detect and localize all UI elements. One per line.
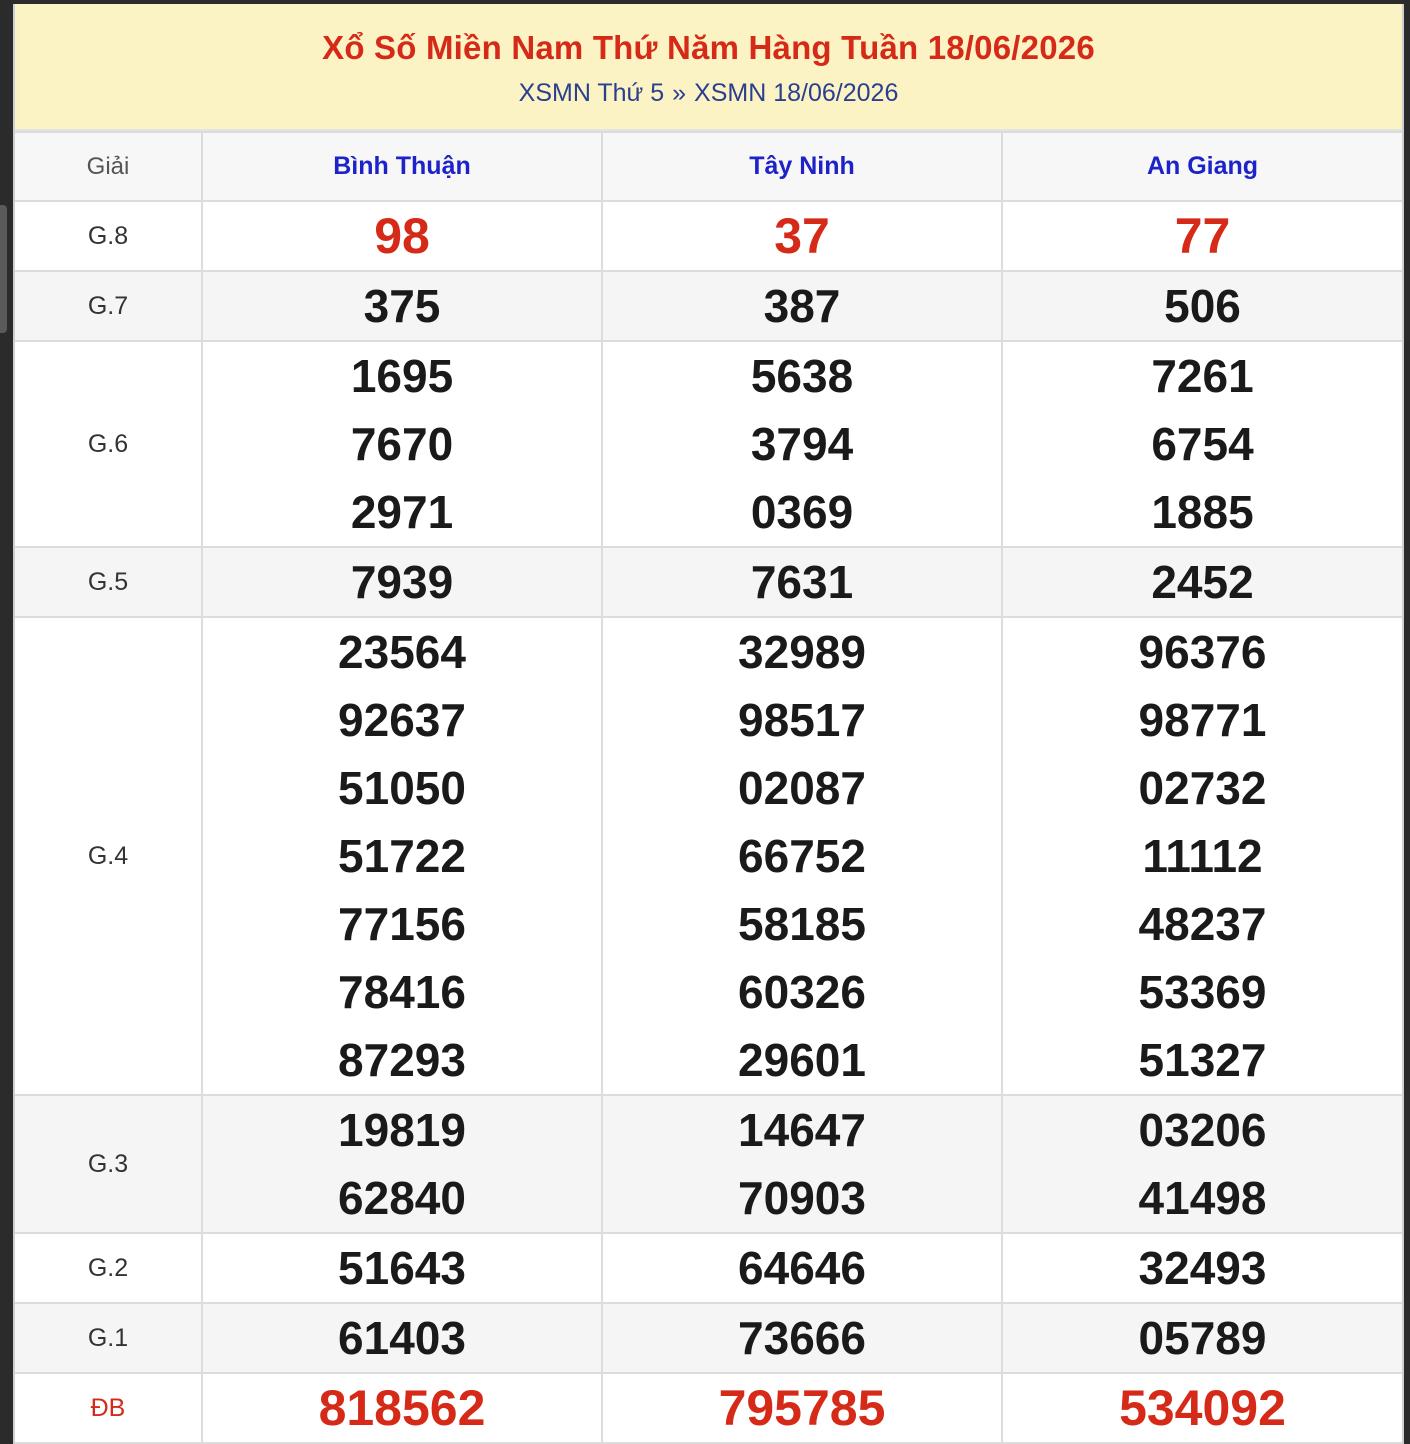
result-number: 23564 (338, 626, 466, 678)
results-header (15, 4, 1402, 131)
result-number: 66752 (738, 830, 866, 882)
result-number: 7261 (1151, 350, 1254, 402)
table-row (15, 1233, 1402, 1303)
result-cell (602, 547, 1002, 617)
result-cell (602, 201, 1002, 271)
result-number: 7939 (350, 556, 454, 608)
table-row (15, 341, 1402, 547)
result-number: 02087 (738, 762, 866, 814)
table-row (15, 547, 1402, 617)
result-cell (1002, 201, 1402, 271)
prize-label: G.2 (15, 1233, 202, 1303)
breadcrumb-link-weekday[interactable]: XSMN Thứ 5 (518, 79, 665, 107)
result-number: 60326 (738, 966, 866, 1018)
result-number: 0369 (750, 486, 854, 538)
result-cell (1002, 1303, 1402, 1373)
table-row (15, 617, 1402, 1095)
result-number: 1885 (1151, 486, 1254, 538)
result-cell (202, 617, 602, 1095)
prize-label: ĐB (15, 1373, 202, 1443)
result-number: 387 (763, 280, 841, 332)
result-cell (602, 1233, 1002, 1303)
result-number: 375 (363, 280, 441, 332)
result-cell (602, 1373, 1002, 1443)
result-number: 14647 (738, 1104, 866, 1156)
results-panel (13, 4, 1404, 1444)
result-number: 6754 (1151, 418, 1254, 470)
province-header[interactable]: An Giang (1002, 132, 1402, 201)
prize-column-header: Giải (15, 132, 202, 201)
result-number: 51050 (338, 762, 466, 814)
result-number: 29601 (738, 1034, 866, 1086)
result-number: 48237 (1138, 898, 1267, 950)
table-row (15, 271, 1402, 341)
result-number: 818562 (318, 1380, 486, 1436)
result-cell (202, 1095, 602, 1233)
result-number: 73666 (738, 1312, 866, 1364)
result-number: 64646 (738, 1242, 866, 1294)
result-number: 51327 (1138, 1034, 1267, 1086)
result-number: 506 (1164, 280, 1241, 332)
result-number: 3794 (750, 418, 854, 470)
result-number: 77156 (338, 898, 466, 950)
result-number: 62840 (338, 1172, 466, 1224)
breadcrumb-separator: » (672, 79, 687, 107)
table-row (15, 1303, 1402, 1373)
result-cell (1002, 271, 1402, 341)
result-number: 32493 (1138, 1242, 1267, 1294)
result-number: 51722 (338, 830, 466, 882)
result-number: 58185 (738, 898, 866, 950)
result-number: 98 (374, 208, 430, 264)
result-cell (602, 1095, 1002, 1233)
table-row (15, 1373, 1402, 1443)
result-cell (202, 1303, 602, 1373)
result-number: 41498 (1138, 1172, 1267, 1224)
result-cell (1002, 1233, 1402, 1303)
table-row (15, 1095, 1402, 1233)
result-number: 03206 (1138, 1104, 1267, 1156)
result-cell (202, 1233, 602, 1303)
result-number: 19819 (338, 1104, 466, 1156)
result-cell (602, 1303, 1002, 1373)
province-header[interactable]: Tây Ninh (602, 132, 1002, 201)
result-number: 92637 (338, 694, 466, 746)
result-number: 51643 (338, 1242, 466, 1294)
result-number: 1695 (350, 350, 454, 402)
scrollbar-thumb[interactable] (0, 205, 7, 333)
result-cell (1002, 617, 1402, 1095)
result-number: 87293 (338, 1034, 466, 1086)
result-number: 534092 (1119, 1380, 1286, 1436)
result-cell (602, 271, 1002, 341)
result-number: 32989 (738, 626, 866, 678)
province-header[interactable]: Bình Thuận (202, 132, 602, 201)
result-number: 61403 (338, 1312, 466, 1364)
result-number: 7631 (750, 556, 854, 608)
result-number: 05789 (1138, 1312, 1267, 1364)
result-cell (602, 617, 1002, 1095)
result-number: 795785 (718, 1380, 886, 1436)
result-number: 5638 (750, 350, 854, 402)
result-cell (1002, 341, 1402, 547)
result-cell (202, 271, 602, 341)
prize-label: G.3 (15, 1095, 202, 1233)
prize-label: G.1 (15, 1303, 202, 1373)
results-table (15, 131, 1402, 1444)
prize-label: G.7 (15, 271, 202, 341)
result-number: 2452 (1151, 556, 1254, 608)
result-number: 53369 (1138, 966, 1267, 1018)
breadcrumb (15, 78, 1402, 108)
prize-label: G.6 (15, 341, 202, 547)
result-number: 2971 (350, 486, 454, 538)
prize-label: G.4 (15, 617, 202, 1095)
result-number: 11112 (1142, 830, 1263, 882)
result-number: 98771 (1138, 694, 1267, 746)
result-cell (602, 341, 1002, 547)
result-cell (202, 547, 602, 617)
result-cell (202, 341, 602, 547)
table-row (15, 201, 1402, 271)
result-cell (202, 1373, 602, 1443)
result-number: 96376 (1138, 626, 1267, 678)
result-number: 78416 (338, 966, 466, 1018)
result-number: 98517 (738, 694, 866, 746)
result-number: 37 (774, 208, 830, 264)
prize-label: G.8 (15, 201, 202, 271)
table-header-row (15, 132, 1402, 201)
result-number: 77 (1174, 208, 1231, 264)
result-number: 70903 (738, 1172, 866, 1224)
result-cell (1002, 547, 1402, 617)
result-number: 02732 (1138, 762, 1267, 814)
prize-label: G.5 (15, 547, 202, 617)
page-title: Xổ Số Miền Nam Thứ Năm Hàng Tuần 18/06/2026 (322, 29, 1095, 66)
result-cell (202, 201, 602, 271)
breadcrumb-link-date[interactable]: XSMN 18/06/2026 (694, 79, 899, 107)
result-number: 7670 (350, 418, 454, 470)
result-cell (1002, 1373, 1402, 1443)
result-cell (1002, 1095, 1402, 1233)
